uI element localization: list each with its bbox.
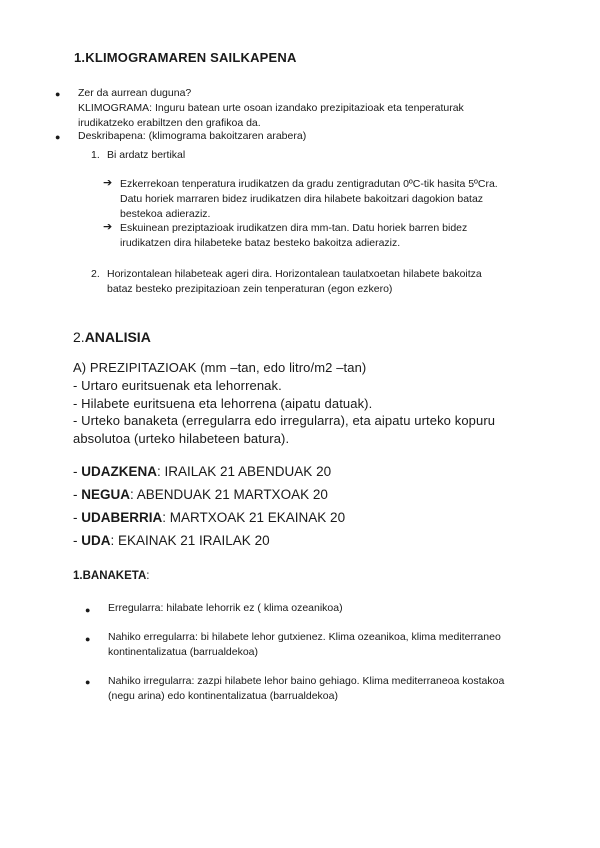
bullet-icon: ● <box>55 132 61 142</box>
arrow-item-2-line-2: irudikatzen dira hilabeteke bataz besteko bakoitza adieraziz. <box>120 237 401 249</box>
list-item-2-line-1: Horizontalean hilabeteak ageri dira. Horizontalean taulatxoetan hilabete bakoitza <box>107 268 482 280</box>
page-title: 1.KLIMOGRAMAREN SAILKAPENA <box>74 50 297 65</box>
arrow-item-1-line-1: Ezkerrekoan tenperatura irudikatzen da gradu zentigradutan 0ºC-tik hasita 5ºCra. <box>120 178 498 190</box>
list-item-2-line-2: bataz besteko prezipitazioan zein tenperaturan (egon ezkero) <box>107 283 393 295</box>
answer-line-1: KLIMOGRAMA: Inguru batean urte osoan izandako prezipitazioak eta tenperaturak <box>78 102 464 114</box>
bullet-icon: ● <box>85 677 91 687</box>
list-number: 1. <box>91 149 100 161</box>
subheading-prezipitazioak: A) PREZIPITAZIOAK (mm –tan, edo litro/m2 –tan) <box>73 360 367 375</box>
analysis-line-2: - Hilabete euritsuena eta lehorrena (aipatu datuak). <box>73 396 373 411</box>
analysis-line-3b: absolutoa (urteko hilabeteen batura). <box>73 431 290 446</box>
season-udazkena: - UDAZKENA: IRAILAK 21 ABENDUAK 20 <box>73 464 332 479</box>
list-number: 2. <box>91 268 100 280</box>
banaketa-item-2-line-1: Nahiko erregularra: bi hilabete lehor gutxienez. Klima ozeanikoa, klima mediterraneo <box>108 631 501 643</box>
season-uda: - UDA: EKAINAK 21 IRAILAK 20 <box>73 533 270 548</box>
question-text: Zer da aurrean duguna? <box>78 87 192 99</box>
banaketa-item-1: Erregularra: hilabate lehorrik ez ( klima ozeanikoa) <box>108 602 343 614</box>
arrow-right-icon: ➔ <box>103 177 113 189</box>
arrow-right-icon: ➔ <box>103 221 113 233</box>
section-title: 2.ANALISIA <box>73 329 151 345</box>
arrow-item-2-line-1: Eskuinean preziptazioak irudikatzen dira mm-tan. Datu horiek barren bidez <box>120 222 468 234</box>
banaketa-item-3-line-2: (negu arina) edo kontinentalizatua (barrualdekoa) <box>108 690 338 702</box>
season-negua: - NEGUA: ABENDUAK 21 MARTXOAK 20 <box>73 487 328 502</box>
analysis-line-3: - Urteko banaketa (erregularra edo irregularra), eta aipatu urteko kopuru <box>73 413 496 428</box>
section-title-banaketa: 1.BANAKETA: <box>73 570 150 582</box>
bullet-icon: ● <box>85 634 91 644</box>
banaketa-item-3-line-1: Nahiko irregularra: zazpi hilabete lehor baino gehiago. Klima mediterraneoa kostakoa <box>108 675 505 687</box>
description-text: Deskribapena: (klimograma bakoitzaren arabera) <box>78 130 307 142</box>
answer-line-2: irudikatzeko erabiltzen den grafikoa da. <box>78 117 261 129</box>
banaketa-item-2-line-2: kontinentalizatua (barrualdekoa) <box>108 646 259 658</box>
season-udaberria: - UDABERRIA: MARTXOAK 21 EKAINAK 20 <box>73 510 346 525</box>
arrow-item-1-line-2: Datu horiek marraren bidez irudikatzen dira hilabete bakoitzari dagokion bataz <box>120 193 484 205</box>
list-item-label: Bi ardatz bertikal <box>107 149 186 161</box>
bullet-icon: ● <box>55 89 61 99</box>
bullet-icon: ● <box>85 605 91 615</box>
analysis-line-1: - Urtaro euritsuenak eta lehorrenak. <box>73 378 282 393</box>
arrow-item-1-line-3: bestekoa adieraziz. <box>120 208 211 220</box>
